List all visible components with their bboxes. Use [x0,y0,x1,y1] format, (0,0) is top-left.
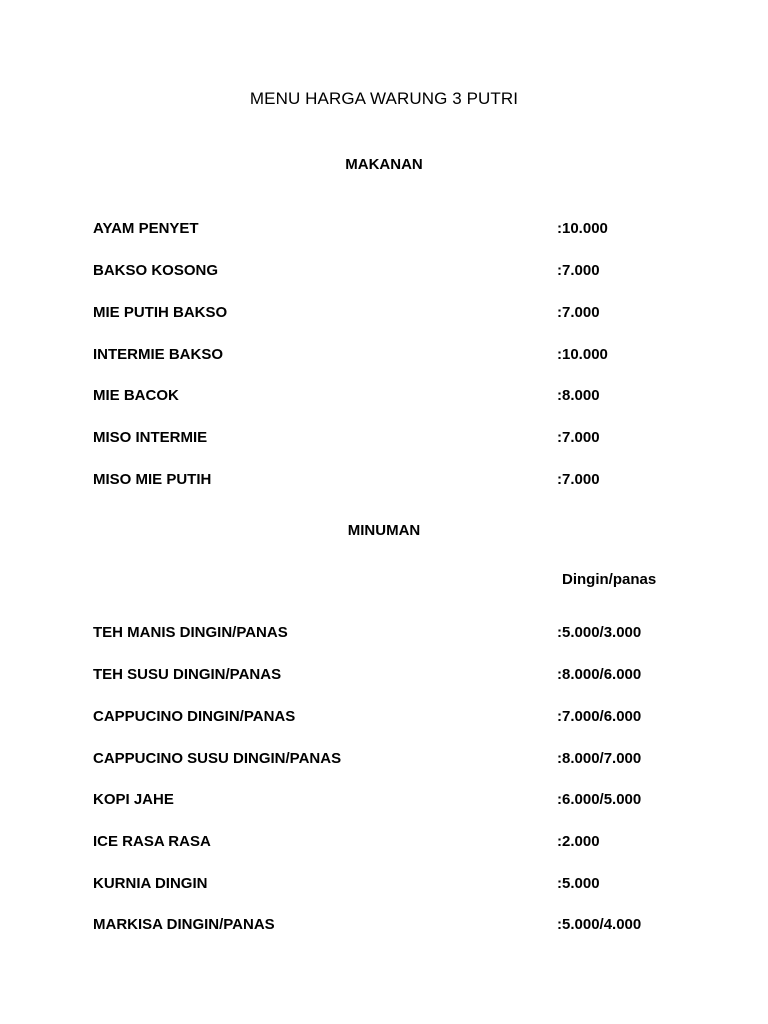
menu-item-name: AYAM PENYET [93,220,199,237]
menu-item-price: :8.000 [557,387,600,404]
menu-row-makanan-3 [93,346,693,366]
menu-row-makanan-0 [93,220,693,240]
menu-item-price: :10.000 [557,346,608,363]
section-heading-makanan: MAKANAN [345,156,423,173]
menu-item-name: KOPI JAHE [93,791,174,808]
menu-row-makanan-2 [93,304,693,324]
menu-item-name: TEH MANIS DINGIN/PANAS [93,624,288,641]
menu-item-name: MIE PUTIH BAKSO [93,304,228,321]
menu-item-name: CAPPUCINO DINGIN/PANAS [93,708,296,725]
menu-item-price: :8.000/6.000 [557,666,642,683]
menu-item-name: CAPPUCINO SUSU DINGIN/PANAS [93,750,342,767]
menu-item-name: ICE RASA RASA [93,833,211,850]
menu-row-makanan-6 [93,471,693,491]
menu-row-minuman-4 [93,791,693,811]
menu-row-makanan-1 [93,262,693,282]
menu-row-minuman-0 [93,624,693,644]
menu-item-price: :8.000/7.000 [557,750,642,767]
menu-item-name: MISO INTERMIE [93,429,208,446]
section-heading-minuman: MINUMAN [347,522,421,539]
menu-row-minuman-7 [93,916,693,936]
menu-item-price: :10.000 [557,220,608,237]
menu-item-name: BAKSO KOSONG [93,262,219,279]
price-column-label: Dingin/panas [562,571,657,588]
menu-item-price: :5.000 [557,875,600,892]
menu-row-minuman-5 [93,833,693,853]
menu-item-price: :6.000/5.000 [557,791,642,808]
menu-item-price: :7.000/6.000 [557,708,642,725]
menu-item-name: KURNIA DINGIN [93,875,208,892]
menu-item-name: MARKISA DINGIN/PANAS [93,916,275,933]
menu-item-price: :5.000/4.000 [557,916,642,933]
menu-item-price: :7.000 [557,262,600,279]
menu-row-minuman-2 [93,708,693,728]
menu-item-name: INTERMIE BAKSO [93,346,224,363]
menu-row-minuman-3 [93,750,693,770]
menu-row-makanan-5 [93,429,693,449]
menu-row-minuman-1 [93,666,693,686]
menu-item-name: MIE BACOK [93,387,179,404]
menu-row-minuman-6 [93,875,693,895]
menu-item-price: :7.000 [557,429,600,446]
menu-row-makanan-4 [93,387,693,407]
document-title: MENU HARGA WARUNG 3 PUTRI [249,89,519,108]
menu-item-price: :7.000 [557,471,600,488]
menu-item-price: :2.000 [557,833,600,850]
menu-item-price: :5.000/3.000 [557,624,642,641]
menu-item-name: TEH SUSU DINGIN/PANAS [93,666,282,683]
menu-item-name: MISO MIE PUTIH [93,471,212,488]
menu-item-price: :7.000 [557,304,600,321]
